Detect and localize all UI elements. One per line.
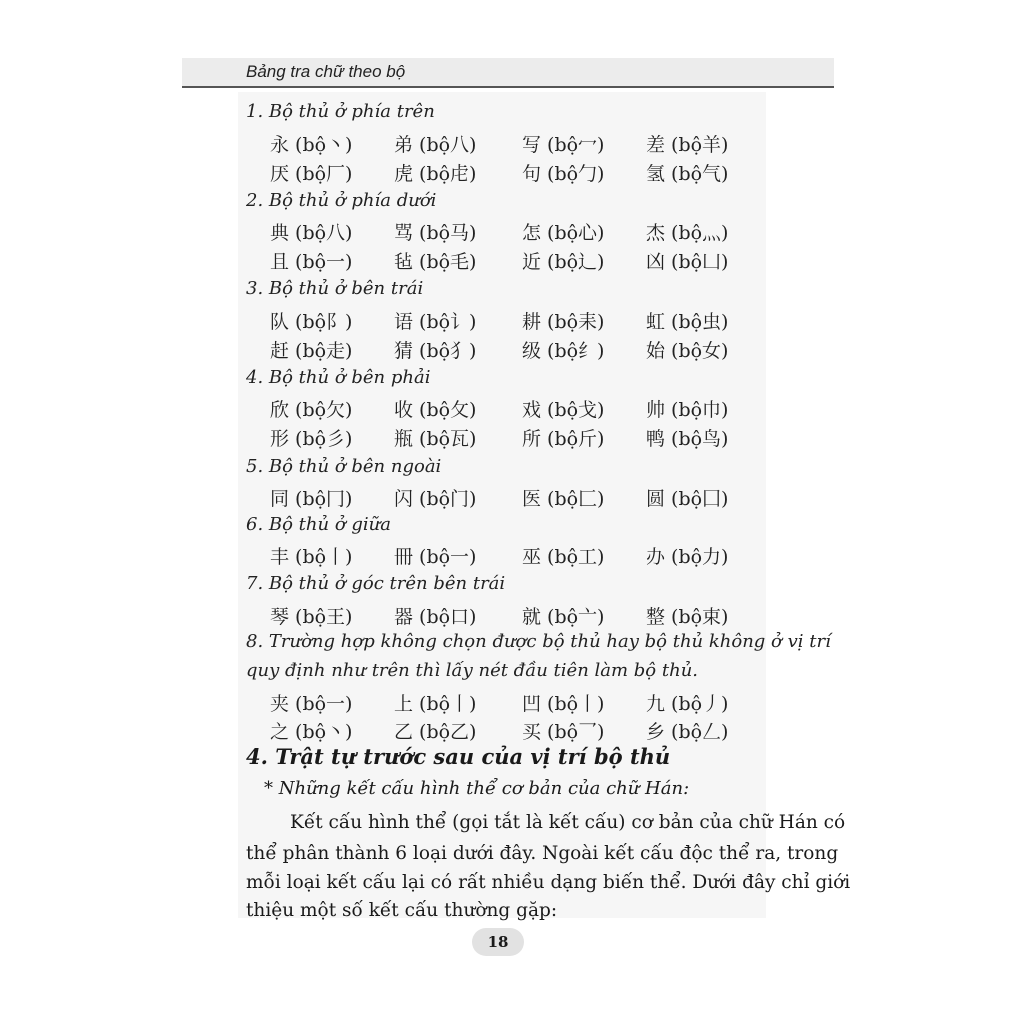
radical-entry: 骂 (bộ马) [394,222,477,244]
paragraph-line: thiệu một số kết cấu thường gặp: [246,900,558,921]
radical-entry: 就 (bộ亠) [522,606,605,628]
paragraph-line: thể phân thành 6 loại dưới đây. Ngoài kết cấu độc thể ra, trong [246,843,839,864]
page-number: 18 [472,928,524,956]
radical-entry: 瓶 (bộ瓦) [394,428,477,450]
radical-entry: 杰 (bộ灬) [646,222,729,244]
section-title: 4. Bộ thủ ở bên phải [246,367,431,388]
radical-entry: 凶 (bộ凵) [646,251,729,273]
radical-entry: 语 (bộ讠) [394,311,477,333]
table-row [270,602,750,630]
radical-entry: 差 (bộ羊) [646,134,729,156]
section-title: 6. Bộ thủ ở giữa [246,514,391,535]
radical-entry: 永 (bộ丶) [270,134,353,156]
section-title: 1. Bộ thủ ở phía trên [246,101,435,122]
radical-entry: 弟 (bộ八) [394,134,477,156]
radical-entry: 办 (bộ力) [646,546,729,568]
radical-entry: 买 (bộ乛) [522,721,605,743]
section-title-continued: quy định như trên thì lấy nét đầu tiên làm bộ thủ. [246,660,699,681]
radical-entry: 凹 (bộ丨) [522,693,605,715]
radical-entry: 虹 (bộ虫) [646,311,729,333]
radical-entry: 闪 (bộ门) [394,488,477,510]
radical-entry: 写 (bộ冖) [522,134,605,156]
radical-entry: 帅 (bộ巾) [646,399,729,421]
radical-entry: 厌 (bộ厂) [270,163,353,185]
radical-entry: 耕 (bộ耒) [522,311,605,333]
table-row [270,395,750,423]
table-row [270,247,750,275]
section-title: 7. Bộ thủ ở góc trên bên trái [246,573,506,594]
radical-entry: 乙 (bộ乙) [394,721,477,743]
radical-entry: 上 (bộ丨) [394,693,477,715]
radical-entry: 氢 (bộ气) [646,163,729,185]
table-row [270,424,750,452]
radical-entry: 之 (bộ丶) [270,721,353,743]
table-row [270,130,750,158]
table-row [270,717,750,745]
radical-entry: 虎 (bộ虍) [394,163,477,185]
paragraph-line: Kết cấu hình thể (gọi tắt là kết cấu) cơ bản của chữ Hán có [290,812,846,833]
radical-entry: 冊 (bộ一) [394,546,477,568]
radical-entry: 巫 (bộ工) [522,546,605,568]
table-row [270,159,750,187]
section-title: 3. Bộ thủ ở bên trái [246,278,424,299]
radical-entry: 且 (bộ一) [270,251,353,273]
radical-entry: 医 (bộ匚) [522,488,605,510]
radical-entry: 句 (bộ勹) [522,163,605,185]
radical-entry: 近 (bộ辶) [522,251,605,273]
running-header [182,58,834,88]
radical-entry: 队 (bộ阝) [270,311,353,333]
section-title: 5. Bộ thủ ở bên ngoài [246,456,442,477]
radical-entry: 器 (bộ口) [394,606,477,628]
table-row [270,218,750,246]
running-header-title: Bảng tra chữ theo bộ [246,62,406,81]
radical-entry: 丰 (bộ丨) [270,546,353,568]
table-row [270,336,750,364]
radical-entry: 九 (bộ丿) [646,693,729,715]
radical-entry: 收 (bộ攵) [394,399,477,421]
paragraph-line: mỗi loại kết cấu lại có rất nhiều dạng biến thể. Dưới đây chỉ giới [246,872,851,893]
table-row [270,542,750,570]
radical-entry: 猜 (bộ犭) [394,340,477,362]
section-title: 8. Trường hợp không chọn được bộ thủ hay bộ thủ không ở vị trí [246,631,831,652]
radical-entry: 琴 (bộ王) [270,606,353,628]
radical-entry: 整 (bộ束) [646,606,729,628]
radical-entry: 始 (bộ女) [646,340,729,362]
table-row [270,689,750,717]
radical-entry: 圆 (bộ囗) [646,488,729,510]
table-row [270,484,750,512]
section-title: 2. Bộ thủ ở phía dưới [246,190,437,211]
section-heading: 4. Trật tự trước sau của vị trí bộ thủ [246,744,671,769]
radical-entry: 所 (bộ斤) [522,428,605,450]
table-row [270,307,750,335]
radical-entry: 级 (bộ纟) [522,340,605,362]
radical-entry: 毡 (bộ毛) [394,251,477,273]
radical-entry: 乡 (bộ𠃋) [646,721,729,743]
radical-entry: 戏 (bộ戈) [522,399,605,421]
radical-entry: 赶 (bộ走) [270,340,353,362]
radical-entry: 同 (bộ冂) [270,488,353,510]
radical-entry: 怎 (bộ心) [522,222,605,244]
radical-entry: 欣 (bộ欠) [270,399,353,421]
radical-entry: 夹 (bộ一) [270,693,353,715]
radical-entry: 典 (bộ八) [270,222,353,244]
radical-entry: 鸭 (bộ鸟) [646,428,729,450]
radical-entry: 形 (bộ彡) [270,428,353,450]
subheading: * Những kết cấu hình thể cơ bản của chữ Hán: [264,778,690,799]
